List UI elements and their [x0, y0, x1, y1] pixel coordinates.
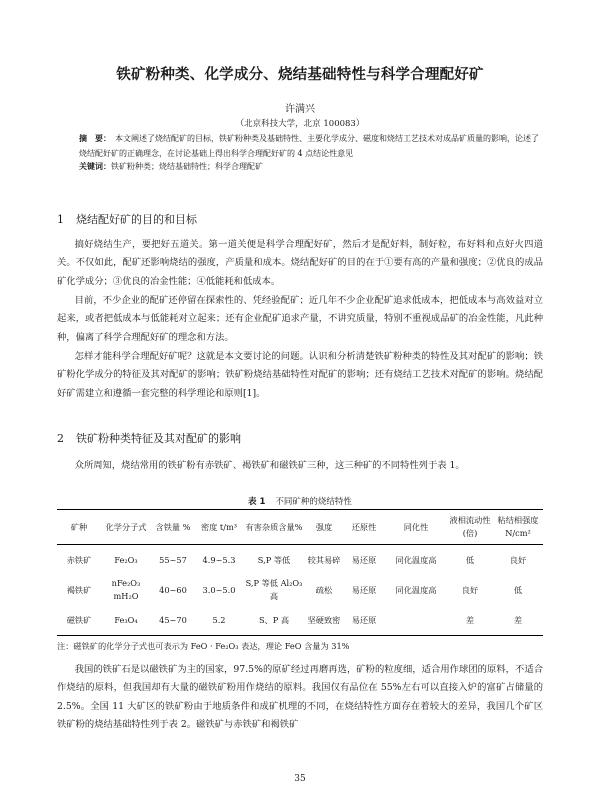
section-2-paragraph-2: 我国的铁矿石是以磁铁矿为主的国家，97.5%的原矿经过再磨再选，矿粉的粒度细，适合用作球团的原料，不适合作烧结的原料，但我国却有大量的磁铁矿粉用作烧结的原料。我国仅有品位在 55%左右可以直接入炉的富矿占储量的 2.5%。全国 11 大矿区的铁矿粉由于地质条件和成矿机理的不同，在烧结特性方面存在着较大的差异，我国几个矿区铁矿粉的烧结基础特性列于表 2。磁铁矿与赤铁矿和褐铁矿: [57, 664, 543, 730]
abstract: [79, 132, 543, 161]
paper-title: 铁矿粉种类、化学成分、烧结基础特性与科学合理配好矿: [116, 67, 484, 83]
table-header-cell: 液相流动性(倍): [449, 515, 491, 538]
keywords-label: 关键词：: [79, 162, 111, 171]
section-2-title: 铁矿粉种类特征及其对配矿的影响: [76, 432, 241, 445]
table-cell: 5.2: [212, 614, 226, 625]
table-cell: 45~70: [159, 614, 187, 625]
section-1-number: 1: [57, 213, 64, 226]
table-cell: 磁铁矿: [66, 614, 92, 625]
table-cell: 同化温度高: [395, 554, 437, 565]
table-header-cell: 有害杂质含量%: [245, 521, 303, 532]
table-header-cell: 粘结相强度 N/cm²: [497, 515, 539, 538]
table-cell: 3.0~5.0: [202, 584, 236, 595]
table-row: [57, 575, 543, 605]
table-cell: 良好: [509, 554, 527, 565]
keywords: [79, 161, 543, 172]
table-cell: 40~60: [159, 584, 187, 595]
section-1-title: 烧结配好矿的目的和目标: [76, 213, 197, 226]
author-name: 许满兴: [285, 104, 315, 115]
table-cell: 低: [513, 584, 523, 595]
table-header-cell: 还原性: [351, 521, 377, 532]
table-cell: Fe₂O₃: [114, 554, 138, 565]
table-header-cell: 化学分子式: [105, 521, 147, 532]
table-header-cell: 强度: [315, 521, 333, 532]
table-row: [57, 605, 543, 636]
table-cell: 易还原: [351, 554, 377, 565]
table-cell: S、P 高: [258, 614, 290, 625]
keywords-text: 铁矿粉种类；烧结基础特性；科学合理配矿: [111, 162, 263, 171]
author-affiliation: （北京科技大学，北京 100083）: [235, 119, 365, 129]
table-cell: 坚硬致密: [307, 614, 341, 625]
section-1-paragraph-2: 目前，不少企业的配矿还停留在探索性的、凭经验配矿；近几年不少企业配矿追求低成本，把低成本与高效益对立起来，或者把低成本与低能耗对立起来；还有企业配矿追求产量，不讲究质量，特别不重视成品矿的冶金性能，凡此种种，偏离了科学合理配好矿的理念和方法。: [57, 295, 543, 343]
table-cell: 较其易碎: [307, 554, 341, 565]
table-cell: 差: [513, 614, 523, 625]
table-cell: [385, 605, 447, 636]
table-cell: 4.9~5.3: [202, 554, 236, 565]
table-cell: 低: [465, 554, 475, 565]
table-cell: 55~57: [159, 554, 187, 565]
table-cell: 疏松: [315, 584, 333, 595]
table-1-caption: [0, 495, 600, 507]
section-1-paragraph-3: 怎样才能科学合理配好矿呢？这就是本文要讨论的问题。认识和分析清楚铁矿粉种类的特性及其对配矿的影响；铁矿粉化学成分的特征及其对配矿的影响；铁矿粉烧结基础特性对配矿的影响；还有烧结工艺技术对配矿的影响。烧结配好矿需建立和遵循一套完整的科学理论和原则[1]。: [57, 351, 543, 399]
table-cell: 易还原: [351, 614, 377, 625]
table-1-label: 表 1: [248, 497, 266, 507]
section-2-paragraph-1: 众所周知，烧结常用的铁矿粉有赤铁矿、褐铁矿和磁铁矿三种，这三种矿的不同特性列于表 1。: [74, 460, 465, 471]
table-cell: 易还原: [351, 584, 377, 595]
table-cell: 差: [465, 614, 475, 625]
table-header-cell: 密度 t/m³: [200, 521, 238, 532]
table-1-header-row: [57, 510, 543, 545]
table-cell: 褐铁矿: [66, 584, 92, 595]
abstract-text: 本文阐述了烧结配矿的目标，铁矿粉种类及基础特性、主要化学成分、磁度和烧结工艺技术对成品矿质量的影响，论述了烧结配好矿的正确理念，在讨论基础上得出科学合理配好矿的 4 点结论性意见: [79, 134, 539, 158]
page-number: 35: [294, 774, 306, 784]
table-cell: nFe₂O₃ mH₂O: [111, 578, 141, 601]
table-1-note: 注：磁铁矿的化学分子式也可表示为 FeO · Fe₂O₃ 表达，理论 FeO 含量为 31%: [57, 641, 350, 651]
abstract-label: 摘 要：: [79, 134, 111, 143]
section-1-paragraph-1: 搞好烧结生产，要把好五道关。第一道关便是科学合理配好矿，然后才是配好料，制好粒，布好料和点好火四道关。不仅如此，配矿还影响烧结的强度，产质量和成本。烧结配好矿的目的在于①要有高的产量和强度；②优良的成品矿化学成分；③优良的冶金性能；④低能耗和低成本。: [57, 239, 543, 287]
table-1: [57, 509, 543, 636]
table-cell: S,P 等低 Al₂O₃ 高: [245, 578, 303, 601]
table-row: [57, 545, 543, 576]
table-cell: 赤铁矿: [66, 554, 92, 565]
table-header-cell: 矿种: [70, 521, 88, 532]
table-cell: 同化温度高: [395, 584, 437, 595]
table-1-title: 不同矿种的烧结特性: [275, 497, 352, 507]
table-cell: 良好: [461, 584, 479, 595]
table-header-cell: 含铁量 %: [155, 521, 191, 532]
table-header-cell: 同化性: [403, 521, 429, 532]
table-cell: S,P 等低: [257, 554, 291, 565]
section-2-number: 2: [57, 432, 64, 445]
section-2-heading: [57, 430, 241, 446]
table-cell: Fe₃O₄: [114, 614, 138, 625]
section-1-heading: [57, 211, 197, 227]
